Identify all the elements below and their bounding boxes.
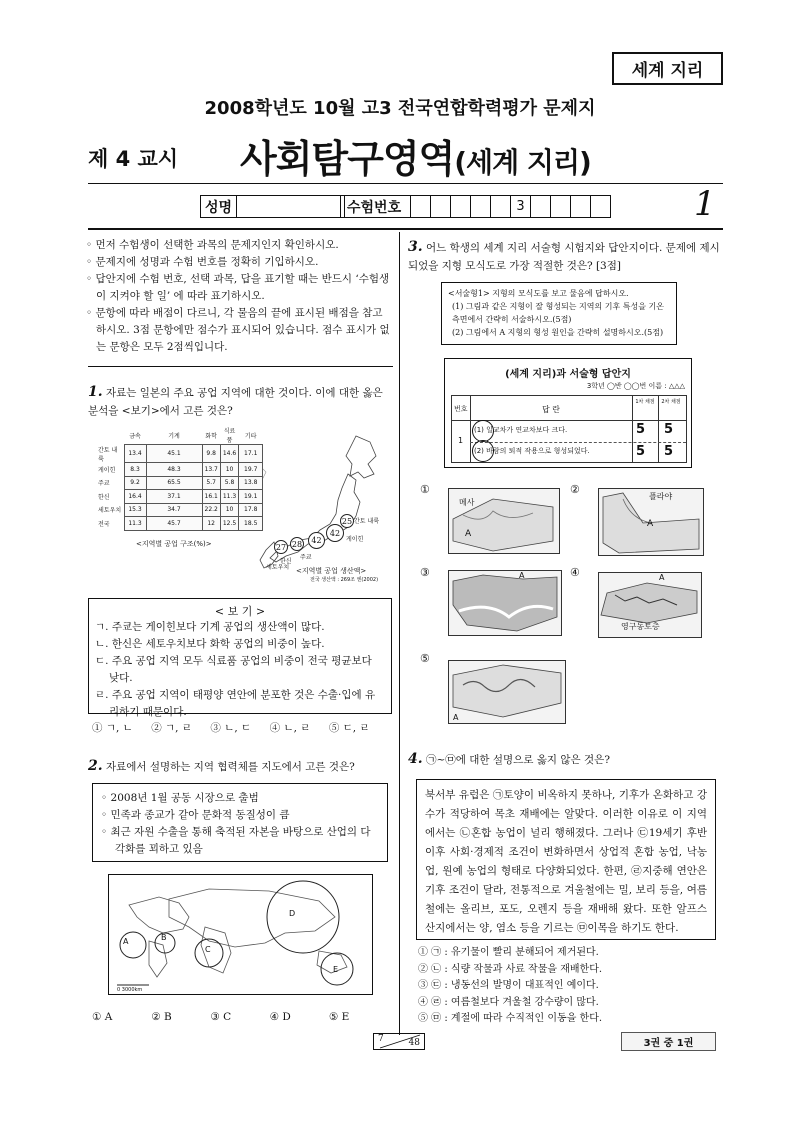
- choice-option[interactable]: ② B: [151, 1011, 172, 1023]
- row-label: 세토우치: [98, 507, 122, 515]
- cell: 16.1: [202, 490, 220, 504]
- label-a: A: [659, 573, 665, 582]
- q1-text: 자료는 일본의 주요 공업 지역에 대한 것이다. 이에 대한 옳은 분석을 <보기>에서 고른 것은?: [88, 387, 383, 417]
- cell: 13.8: [239, 476, 263, 490]
- exam-box-line: <서술형1> 지형의 모식도를 보고 물음에 답하시오.: [448, 289, 629, 298]
- q2-info-box: [92, 783, 388, 862]
- cell: 13.7: [202, 463, 220, 477]
- col-score2: 2차 채점: [661, 399, 681, 405]
- bubble-value: 25: [340, 514, 354, 528]
- bubble-value: 42: [326, 524, 344, 542]
- choice-option[interactable]: ⑤ ㄷ, ㄹ: [328, 722, 370, 734]
- digit-box[interactable]: [551, 195, 571, 218]
- digit-box[interactable]: [431, 195, 451, 218]
- choice-option[interactable]: ② ㄱ, ㄹ: [151, 722, 193, 734]
- world-map-icon: [109, 875, 372, 994]
- map-label-a: A: [123, 937, 129, 946]
- cell: 48.3: [146, 463, 202, 477]
- q1-choices: [92, 720, 388, 735]
- row-label: 한신: [98, 493, 110, 501]
- exam-box-line: (1) 그림과 같은 지형이 잘 형성되는 지역의 기후 특성을 기온 측면에서 간략히 서술하시오.(5점): [452, 302, 664, 324]
- label-mesa: 메사: [459, 498, 475, 507]
- choice-option[interactable]: ③ ㉢ : 냉동선의 발명이 대표적인 예이다.: [418, 980, 599, 991]
- name-blank[interactable]: [237, 195, 345, 218]
- digit-box[interactable]: [591, 195, 611, 218]
- exam-number-label: 수험번호: [340, 195, 411, 218]
- bubble-setouchi: [290, 537, 304, 551]
- info-item: ◦ 2008년 1월 공동 시장으로 출범: [101, 792, 259, 804]
- instruction-item: ◦ 답안지에 수험 번호, 선택 과목, 답을 표기할 때는 반드시 ‘수험생이 지켜야 할 일’ 에 따라 표기하시오.: [86, 273, 390, 302]
- choice-option[interactable]: ④ D: [269, 1011, 291, 1023]
- choice-option[interactable]: ④ ㄴ, ㄹ: [269, 722, 311, 734]
- score1: 5: [636, 422, 646, 437]
- map-label-d: D: [289, 909, 296, 918]
- q3-number: 3.: [408, 239, 423, 255]
- score1: 5: [636, 444, 646, 459]
- bubble-value: 27: [274, 540, 288, 554]
- option-1-figure: [448, 488, 560, 554]
- footer-page-box: [373, 1033, 425, 1050]
- cell: 65.5: [146, 476, 202, 490]
- option-4-figure: [598, 572, 702, 638]
- q4-stem: [408, 750, 720, 769]
- choice-option[interactable]: ⑤ ㉤ : 계절에 따라 수직적인 이동을 한다.: [418, 1013, 603, 1024]
- info-item: ◦ 최근 자원 수출을 통해 축적된 자본을 바탕으로 산업의 다각화를 꾀하고 있음: [101, 826, 371, 855]
- bogi-item: ㄴ. 한신은 세토우치보다 화학 공업의 비중이 높다.: [95, 638, 325, 650]
- option-2-figure: [598, 488, 704, 556]
- bubble-keihin: [326, 524, 344, 542]
- bogi-item: ㄷ. 주요 공업 지역 모두 식료품 공업의 비중이 전국 평균보다 낮다.: [95, 655, 372, 684]
- circle-mark-icon: [472, 440, 494, 462]
- main-title: [240, 128, 591, 183]
- q3-text: 어느 학생의 세계 지리 서술형 시험지와 답안지이다. 문제에 제시되었을 지형 모식도로 가장 적절한 것은? [3점]: [408, 242, 720, 272]
- label-a: A: [519, 571, 525, 580]
- map-scale: 0 3000km: [117, 987, 143, 993]
- option-5-figure: [448, 660, 566, 724]
- header-rule-thick: [88, 228, 723, 230]
- answer-grid: [451, 395, 687, 463]
- score2: 5: [664, 444, 674, 459]
- cell: 11.3: [124, 517, 146, 531]
- instructions-rule: [88, 366, 393, 367]
- cell: 11.3: [220, 490, 238, 504]
- answer-student: 3학년 ◯반 ◯◯번 이름 : △△△: [586, 382, 685, 390]
- cell: 22.2: [202, 503, 220, 517]
- q2-stem: [88, 757, 392, 776]
- option-3-figure: [448, 570, 562, 636]
- footer-page-a: 7: [378, 1034, 384, 1044]
- digit-box[interactable]: [411, 195, 431, 218]
- table-row: [96, 476, 263, 490]
- digit-box[interactable]: [451, 195, 471, 218]
- label-a: A: [647, 519, 654, 529]
- col-number: 번호: [454, 405, 468, 413]
- label-kanto: 간토 내륙: [354, 518, 380, 525]
- exam-box-line: (2) 그림에서 A 지형의 형성 원인을 간략히 설명하시오.(5점): [452, 328, 664, 337]
- row-label: 게이힌: [98, 466, 116, 474]
- name-field[interactable]: [200, 195, 345, 218]
- choice-option[interactable]: ③ ㄴ, ㄷ: [210, 722, 252, 734]
- label-hanshin: 한신: [280, 558, 292, 565]
- answer-no: 1: [458, 436, 464, 445]
- col-header: 기타: [244, 432, 257, 440]
- q3-stem: [408, 238, 720, 275]
- industry-table: [96, 426, 263, 531]
- row-label: 주쿄: [98, 480, 110, 488]
- q4-passage-box: [416, 779, 716, 940]
- instruction-item: ◦ 문항에 따라 배점이 다르니, 각 물음의 끝에 표시된 배점을 참고하시오. 3점 문항에만 점수가 표시되어 있습니다. 점수 표시가 없는 문항은 모두 2점씩입니다.: [86, 307, 390, 353]
- option-3-mark[interactable]: ③: [420, 566, 430, 579]
- footer-page-b: 48: [408, 1038, 420, 1048]
- exam-title: 2008학년도 10월 고3 전국연합학력평가 문제지: [204, 98, 596, 119]
- q3-answer-sheet: [444, 358, 692, 468]
- column-divider: [399, 232, 400, 1035]
- cell: 45.1: [146, 445, 202, 463]
- choice-option[interactable]: ① ㉠ : 유기물이 빨리 분해되어 제거된다.: [418, 947, 599, 958]
- q1-figure: [96, 422, 392, 587]
- cell: 13.4: [124, 445, 146, 463]
- cell: 17.1: [239, 445, 263, 463]
- option-4-mark[interactable]: ④: [570, 566, 580, 579]
- world-map: [108, 874, 373, 995]
- bubble-chukyo: [308, 532, 325, 549]
- label-a: A: [453, 713, 459, 722]
- cell: 12: [202, 517, 220, 531]
- digit-box[interactable]: [531, 195, 551, 218]
- row-label: 전국: [98, 520, 110, 528]
- label-a: A: [465, 529, 472, 539]
- cell: 18.5: [239, 517, 263, 531]
- subject-tag: 세계 지리: [612, 52, 723, 85]
- answer-row-text: (2) 바람의 퇴적 작용으로 형성되었다.: [474, 447, 590, 455]
- cell: 37.1: [146, 490, 202, 504]
- name-label: 성명: [200, 195, 237, 218]
- score2: 5: [664, 422, 674, 437]
- q4-choices: [418, 945, 718, 1028]
- q2-choices: [92, 1011, 388, 1023]
- map-label-e: E: [333, 965, 339, 974]
- period-label: 제 4 교시: [88, 147, 179, 171]
- table-header-row: [96, 426, 263, 445]
- option-2-mark[interactable]: ②: [570, 483, 580, 496]
- digit-box[interactable]: [491, 195, 511, 218]
- bubble-hanshin: [274, 540, 288, 554]
- q4-number: 4.: [408, 751, 423, 767]
- digit-box[interactable]: [471, 195, 491, 218]
- map-label-c: C: [205, 945, 211, 954]
- choice-option[interactable]: ① A: [92, 1011, 113, 1023]
- choice-option[interactable]: ④ ㉣ : 여름철보다 겨울철 강수량이 많다.: [418, 996, 599, 1008]
- bogi-title: < 보 기 >: [214, 605, 266, 618]
- cell: 8.3: [124, 463, 146, 477]
- table-row: [96, 445, 263, 463]
- q4-passage: 북서부 유럽은 ㉠토양이 비옥하지 못하나, 기후가 온화하고 강수가 적당하여 목초 재배에는 알맞다. 이러한 이유로 이 지역에서는 ㉡혼합 농업이 널리 행해졌다. 그러나 ㉢19세기 후반 이후 사회·경제적 조건이 변화하면서 상업적 혼합 농업, 낙농업, 원예 농업의 형태로 다양화되었다. 한편, ㉣지중해 연안은 기후 조건이 달라, 전통적으로 겨울철에는 밀, 보리 등을, 여름철에는 올리브, 포도, 오렌지 등을 재배해 왔다. 또한 알프스 산지에서는 양, 염소 등을 기르는 ㉤이목을 하기도 한다.: [425, 789, 707, 934]
- main-title-text: 사회탐구영역: [240, 137, 455, 181]
- q1-bogi-box: [88, 598, 392, 718]
- table-row: [96, 490, 263, 504]
- q2-text: 자료에서 설명하는 지역 협력체를 지도에서 고른 것은?: [105, 761, 355, 773]
- cell: 16.4: [124, 490, 146, 504]
- bubble-value: 42: [308, 532, 325, 549]
- digit-box[interactable]: [571, 195, 591, 218]
- label-playa: 플라야: [649, 492, 673, 501]
- q1-stem: [88, 383, 392, 420]
- choice-option[interactable]: ① ㄱ, ㄴ: [92, 722, 133, 734]
- option-1-mark[interactable]: ①: [420, 483, 430, 496]
- row-label: 간토 내륙: [98, 446, 118, 463]
- bubble-value: 28: [290, 537, 304, 551]
- cell: 5.7: [202, 476, 220, 490]
- choice-option[interactable]: ② ㉡ : 식량 작물과 사료 작물을 재배한다.: [418, 963, 603, 975]
- answer-title: (세계 지리)과 서술형 답안지: [505, 369, 631, 380]
- col-header: 식료품: [223, 428, 236, 444]
- map-note: 전국 생산액 : 269조 엔(2002): [310, 577, 379, 583]
- option-5-mark[interactable]: ⑤: [420, 652, 430, 665]
- table-row: [96, 517, 263, 531]
- table-row: [96, 463, 263, 477]
- label-permafrost: 영구동토층: [621, 622, 660, 631]
- instruction-item: ◦ 문제지에 성명과 수험 번호를 정확히 기입하시오.: [86, 256, 319, 268]
- q3-exam-box: [441, 282, 677, 345]
- q2-number: 2.: [88, 758, 103, 774]
- page-number: 1: [694, 184, 716, 224]
- instructions: [86, 237, 392, 356]
- map-caption: <지역별 공업 생산액>: [296, 567, 367, 575]
- q4-text: ㉠~㉤에 대한 설명으로 옳지 않은 것은?: [425, 754, 610, 766]
- cell: 19.1: [239, 490, 263, 504]
- cell: 9.8: [202, 445, 220, 463]
- cell: 10: [220, 503, 238, 517]
- exam-number-field[interactable]: [340, 195, 611, 218]
- main-title-sub: (세계 지리): [454, 146, 591, 179]
- bogi-item: ㄹ. 주요 공업 지역이 태평양 연안에 분포한 것은 수출·입에 유리하기 때문이다.: [95, 689, 376, 718]
- col-score1: 1차 채점: [635, 399, 655, 405]
- bogi-item: ㄱ. 주쿄는 게이힌보다 기계 공업의 생산액이 많다.: [95, 621, 325, 633]
- table-row: [96, 503, 263, 517]
- cell: 19.7: [239, 463, 263, 477]
- q1-number: 1.: [88, 384, 103, 400]
- info-item: ◦ 민족과 종교가 같아 문화적 동질성이 큼: [101, 809, 290, 821]
- choice-option[interactable]: ③ C: [210, 1011, 232, 1023]
- col-header: 화학: [205, 432, 217, 440]
- map-label-b: B: [161, 933, 167, 942]
- choice-option[interactable]: ⑤ E: [328, 1011, 350, 1023]
- cell: 45.7: [146, 517, 202, 531]
- table-caption: <지역별 공업 구조(%)>: [136, 540, 212, 548]
- instruction-item: ◦ 먼저 수험생이 선택한 과목의 문제지인지 확인하시오.: [86, 239, 339, 251]
- label-chukyo: 주쿄: [300, 554, 312, 561]
- col-header: 금속: [129, 432, 141, 440]
- cell: 15.3: [124, 503, 146, 517]
- header-rule: [88, 183, 723, 184]
- digit-box-filled[interactable]: 3: [511, 195, 531, 218]
- label-keihin: 게이힌: [346, 536, 364, 543]
- cell: 9.2: [124, 476, 146, 490]
- col-answer: 답 란: [542, 405, 560, 414]
- col-header: 기계: [168, 432, 180, 440]
- footer-volume: 3권 중 1권: [621, 1032, 716, 1051]
- cell: 10: [220, 463, 238, 477]
- circle-mark-icon: [472, 420, 494, 442]
- cell: 12.5: [220, 517, 238, 531]
- cell: 14.6: [220, 445, 238, 463]
- cell: 5.8: [220, 476, 238, 490]
- cell: 34.7: [146, 503, 202, 517]
- cell: 17.8: [239, 503, 263, 517]
- label-setouchi: 세토우치: [266, 564, 290, 571]
- answer-row-text: (1) 일교차가 연교차보다 크다.: [474, 426, 568, 434]
